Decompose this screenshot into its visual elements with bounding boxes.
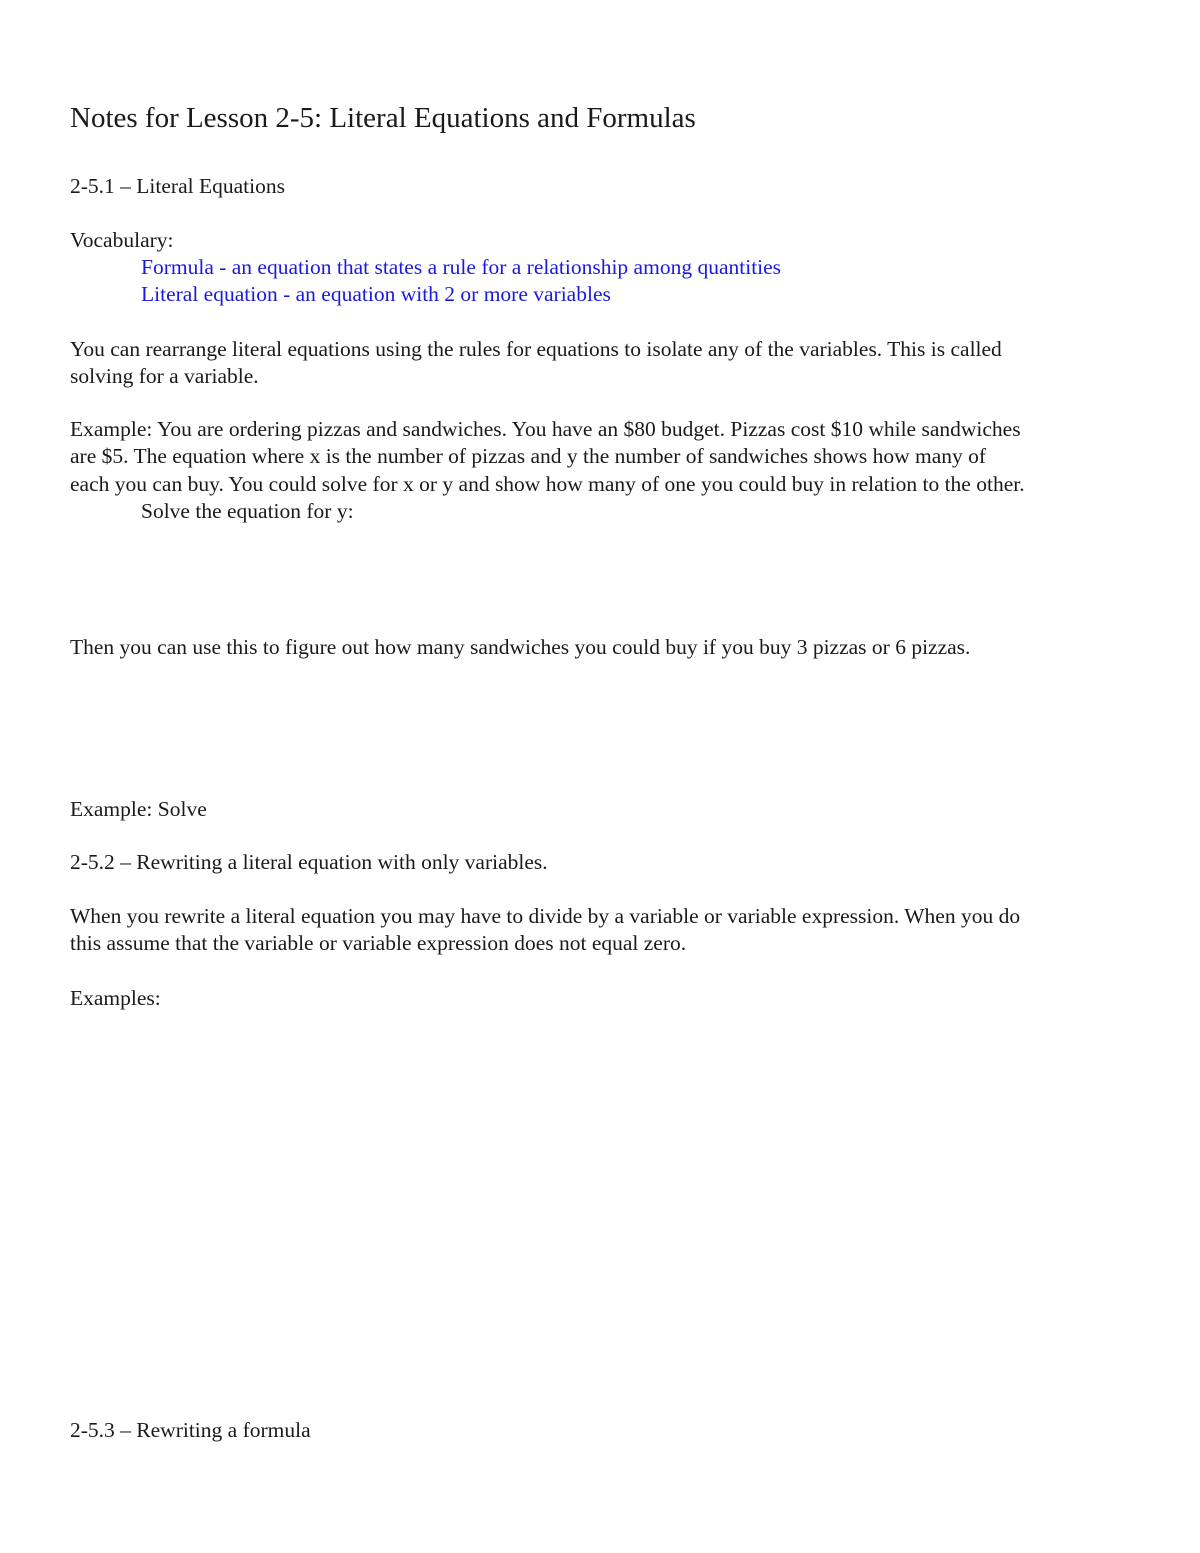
section-heading-2-5-1: 2-5.1 – Literal Equations — [70, 174, 285, 198]
vocabulary-label: Vocabulary: — [70, 228, 174, 252]
paragraph-line: You can rearrange literal equations using the rules for equations to isolate any of the variables. This is called — [70, 337, 1002, 361]
paragraph-line: When you rewrite a literal equation you may have to divide by a variable or variable expression. When you do — [70, 904, 1021, 928]
solve-prompt: Solve the equation for y: — [141, 499, 354, 523]
example-line: Example: You are ordering pizzas and sandwiches. You have an $80 budget. Pizzas cost $10 while sandwiches — [70, 417, 1021, 441]
definition-formula: Formula - an equation that states a rule for a relationship among quantities — [141, 255, 782, 279]
example-line: are $5. The equation where x is the number of pizzas and y the number of sandwiches shows how many of — [70, 444, 987, 468]
definition-literal-equation: Literal equation - an equation with 2 or more variables — [141, 282, 611, 306]
examples-label: Examples: — [70, 986, 161, 1010]
section-heading-2-5-3: 2-5.3 – Rewriting a formula — [70, 1418, 311, 1442]
paragraph-line: solving for a variable. — [70, 364, 259, 388]
paragraph-line: this assume that the variable or variable expression does not equal zero. — [70, 931, 687, 955]
example-solve: Example: Solve — [70, 797, 207, 821]
followup-line: Then you can use this to figure out how many sandwiches you could buy if you buy 3 pizzas or 6 pizzas. — [70, 635, 971, 659]
page-title: Notes for Lesson 2-5: Literal Equations and Formulas — [70, 102, 696, 134]
section-heading-2-5-2: 2-5.2 – Rewriting a literal equation with only variables. — [70, 850, 548, 874]
example-line: each you can buy. You could solve for x or y and show how many of one you could buy in relation to the other. — [70, 472, 1025, 496]
